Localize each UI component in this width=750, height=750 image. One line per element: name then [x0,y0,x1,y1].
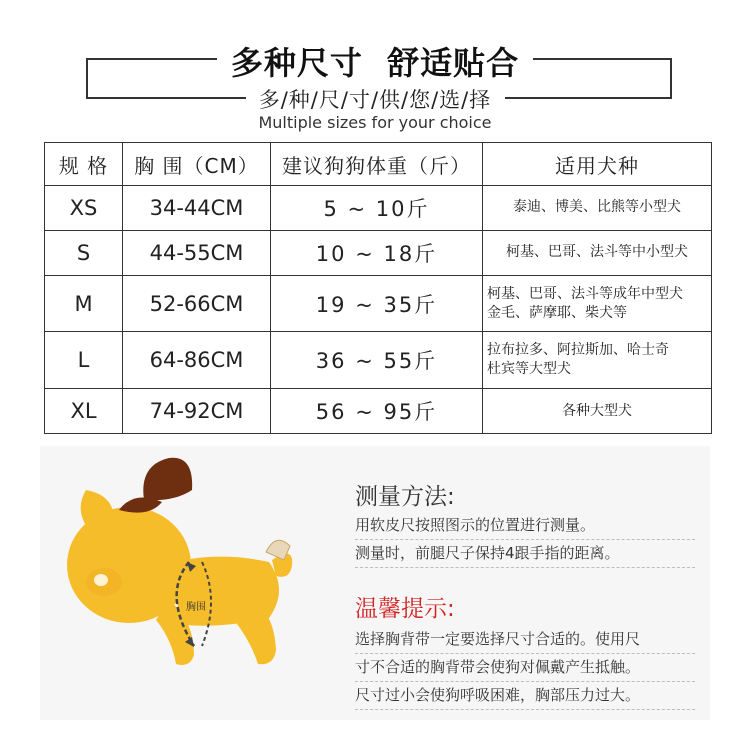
breed-line: 各种大型犬 [562,402,632,419]
breed-line: 柯基、巴哥、法斗等成年中型犬 [487,285,683,302]
cell-size: S [45,230,123,275]
cell-breed [483,389,712,434]
dog-ear-brown [143,458,192,501]
subtitle-english: Multiple sizes for your choice [258,113,492,132]
page-title [0,38,750,84]
cell-chest: 34-44CM [123,186,271,231]
tip-line: 选择胸背带一定要选择尺寸合适的。使用尺 [355,628,695,654]
breed-line: 杜宾等大型犬 [487,361,571,378]
cell-chest: 64-86CM [123,332,271,389]
dog-nose [94,574,108,586]
breed-line: 泰迪、博美、比熊等小型犬 [513,199,681,216]
measurement-line: 用软皮尺按照图示的位置进行测量。 [355,514,695,540]
cell-chest: 44-55CM [123,230,271,275]
tip-line: 尺寸过小会使狗呼吸困难，胸部压力过大。 [355,684,695,710]
cell-breed [483,230,712,275]
cell-weight: 19 ~ 35斤 [271,275,483,332]
breed-line: 柯基、巴哥、法斗等中小型犬 [506,244,688,261]
page-title-text: 多种尺寸 舒适贴合 [217,44,533,82]
size-table [44,142,712,434]
chest-label: 胸围 [186,602,206,613]
cell-breed [483,186,712,231]
dog-illustration [44,450,314,690]
breed-line: 金毛、萨摩耶、柴犬等 [487,304,627,321]
table-header-row [45,143,712,186]
cell-size: L [45,332,123,389]
header-breed: 适用犬种 [483,143,712,186]
header-size: 规 格 [45,143,123,186]
measurement-line: 测量时，前腿尺子保持4跟手指的距离。 [355,542,695,568]
cell-weight: 56 ~ 95斤 [271,389,483,434]
measurement-heading: 测量方法: [355,484,455,510]
cell-chest: 52-66CM [123,275,271,332]
table-row [45,230,712,275]
cell-breed [483,275,712,332]
breed-line: 拉布拉多、阿拉斯加、哈士奇 [487,342,669,359]
table-row [45,186,712,231]
table-row [45,275,712,332]
subtitle [0,84,750,114]
subtitle-text: 多/种/尺/寸/供/您/选/择 [251,88,500,112]
cell-weight: 5 ~ 10斤 [271,186,483,231]
cell-weight: 10 ~ 18斤 [271,230,483,275]
cell-size: M [45,275,123,332]
table-row [45,389,712,434]
cell-size: XL [45,389,123,434]
header-weight: 建议狗狗体重（斤） [271,143,483,186]
cell-weight: 36 ~ 55斤 [271,332,483,389]
cell-breed [483,332,712,389]
dog-hair [119,498,162,513]
cell-size: XS [45,186,123,231]
cell-chest: 74-92CM [123,389,271,434]
header-chest: 胸 围（CM） [123,143,271,186]
tip-line: 寸不合适的胸背带会使狗对佩戴产生抵触。 [355,656,695,682]
tips-heading: 温馨提示: [355,596,455,622]
table-row [45,332,712,389]
